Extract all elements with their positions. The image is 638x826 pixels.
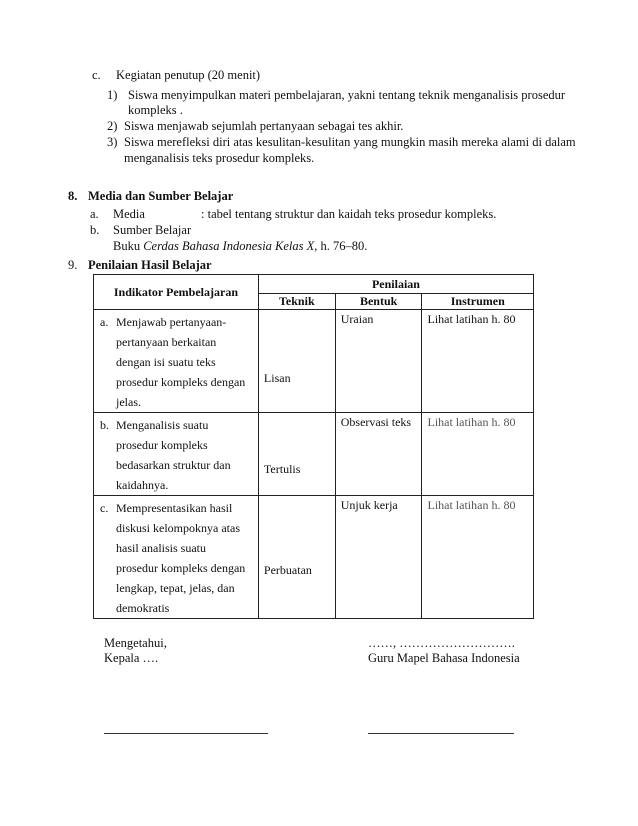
row-label: a. bbox=[100, 315, 109, 329]
indicator-text: prosedur kompleks bbox=[116, 438, 208, 452]
form-cell: Unjuk kerja bbox=[335, 496, 422, 619]
sign-right-teacher: Guru Mapel Bahasa Indonesia bbox=[368, 651, 520, 665]
media-name: Media bbox=[113, 207, 145, 221]
header-assessment: Penilaian bbox=[258, 275, 533, 294]
table-header-row bbox=[94, 275, 534, 294]
technique-cell: Perbuatan bbox=[258, 496, 335, 619]
table-row bbox=[94, 413, 534, 496]
source-book bbox=[113, 239, 367, 254]
indicator-text: Menganalisis suatu bbox=[116, 418, 209, 432]
signature-line-left bbox=[104, 733, 268, 734]
closing-item-3-text: Siswa merefleksi diri atas kesulitan-kesulitan yang mungkin masih mereka alami di dalam bbox=[124, 135, 576, 149]
media-label: a. bbox=[90, 207, 99, 221]
indicator-text: bedasarkan struktur dan bbox=[116, 458, 231, 472]
indicator-text: Mempresentasikan hasil bbox=[116, 501, 233, 515]
indicator-text: prosedur kompleks dengan bbox=[116, 561, 246, 575]
table-row bbox=[94, 496, 534, 619]
indicator-text: kaidahnya. bbox=[116, 478, 169, 492]
indicator-cell bbox=[94, 413, 259, 496]
row-label: b. bbox=[100, 418, 109, 432]
indicator-text: prosedur kompleks dengan bbox=[116, 375, 246, 389]
book-title: Cerdas Bahasa Indonesia Kelas X, bbox=[143, 239, 318, 253]
indicator-text: diskusi kelompoknya atas bbox=[116, 521, 240, 535]
header-form: Bentuk bbox=[335, 294, 422, 310]
table-row bbox=[94, 310, 534, 413]
closing-item-3-text-cont: menganalisis teks prosedur kompleks. bbox=[124, 151, 315, 165]
indicator-text: hasil analisis suatu bbox=[116, 541, 206, 555]
form-cell: Observasi teks bbox=[335, 413, 422, 496]
indicator-text: Menjawab pertanyaan- bbox=[116, 315, 227, 329]
header-indicator: Indikator Pembelajaran bbox=[94, 275, 259, 310]
closing-item-1-num: 1) bbox=[107, 88, 118, 102]
indicator-text: jelas. bbox=[116, 395, 141, 409]
sign-left-headmaster: Kepala …. bbox=[104, 651, 159, 665]
media-value: : tabel tentang struktur dan kaidah teks prosedur kompleks. bbox=[201, 207, 497, 221]
section-9-number: 9. bbox=[68, 258, 78, 272]
sign-left-acknowledged: Mengetahui, bbox=[104, 636, 167, 650]
closing-item-2-text: Siswa menjawab sejumlah pertanyaan sebagai tes akhir. bbox=[124, 119, 404, 133]
indicator-text: lengkap, tepat, jelas, dan bbox=[116, 581, 235, 595]
closing-item-1-text-cont: kompleks . bbox=[128, 103, 183, 117]
indicator-cell bbox=[94, 496, 259, 619]
indicator-cell bbox=[94, 310, 259, 413]
closing-title: Kegiatan penutup (20 menit) bbox=[116, 68, 261, 82]
section-8-title: Media dan Sumber Belajar bbox=[88, 189, 234, 203]
indicator-text: dengan isi suatu teks bbox=[116, 355, 216, 369]
closing-label: c. bbox=[92, 68, 101, 82]
indicator-text: demokratis bbox=[116, 601, 170, 615]
instrument-cell: Lihat latihan h. 80 bbox=[422, 496, 534, 619]
closing-item-1-text: Siswa menyimpulkan materi pembelajaran, yakni tentang teknik menganalisis prosedur bbox=[128, 88, 566, 102]
sign-right-place-date: ……, ………………………. bbox=[368, 636, 515, 650]
header-technique: Teknik bbox=[258, 294, 335, 310]
header-instrument: Instrumen bbox=[422, 294, 534, 310]
form-cell: Uraian bbox=[335, 310, 422, 413]
technique-cell: Lisan bbox=[258, 310, 335, 413]
source-name: Sumber Belajar bbox=[113, 223, 192, 237]
instrument-cell: Lihat latihan h. 80 bbox=[422, 310, 534, 413]
section-9-title: Penilaian Hasil Belajar bbox=[88, 258, 212, 272]
book-prefix: Buku bbox=[113, 239, 141, 253]
closing-item-3-num: 3) bbox=[107, 135, 118, 149]
section-8-number: 8. bbox=[68, 189, 78, 203]
row-label: c. bbox=[100, 501, 109, 515]
closing-item-2-num: 2) bbox=[107, 119, 118, 133]
assessment-table bbox=[93, 274, 534, 619]
book-pages: h. 76–80. bbox=[320, 239, 368, 253]
indicator-text: pertanyaan berkaitan bbox=[116, 335, 217, 349]
signature-line-right bbox=[368, 733, 514, 734]
source-label: b. bbox=[90, 223, 100, 237]
instrument-cell: Lihat latihan h. 80 bbox=[422, 413, 534, 496]
technique-cell: Tertulis bbox=[258, 413, 335, 496]
